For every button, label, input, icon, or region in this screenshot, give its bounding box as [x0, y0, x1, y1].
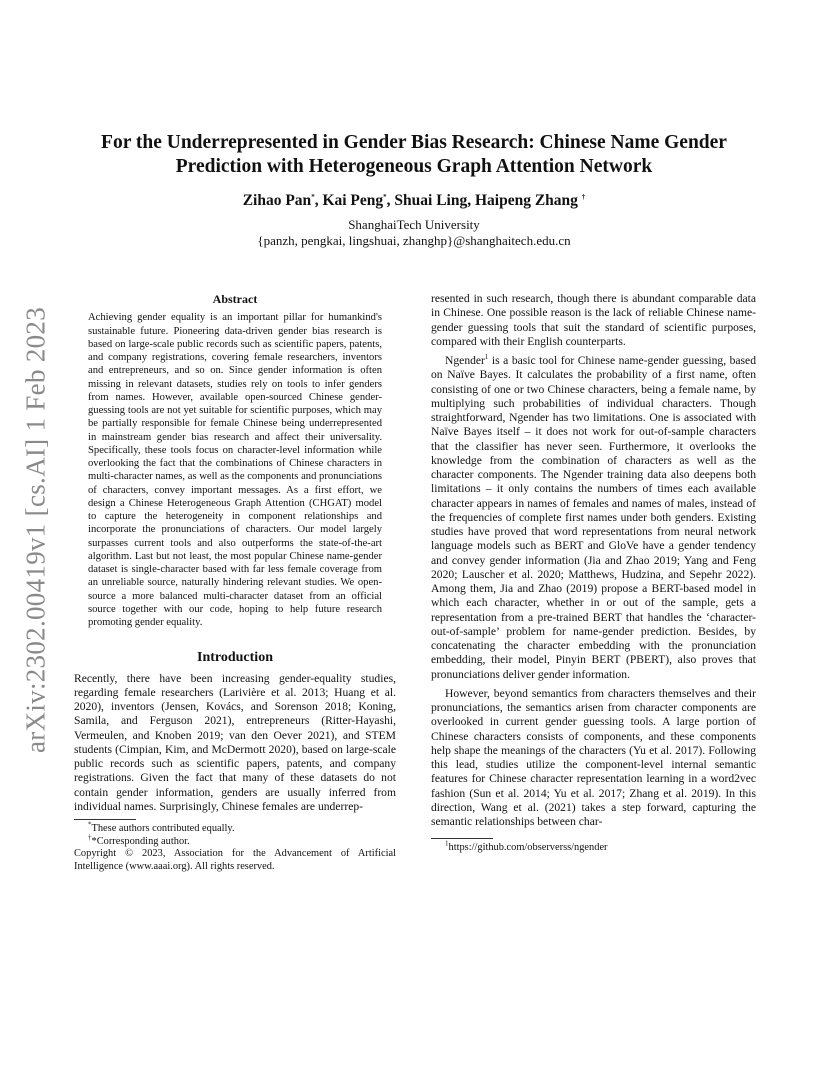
- left-column: [74, 292, 396, 873]
- footnote-text: These authors contributed equally.: [91, 823, 235, 834]
- paper-title: For the Underrepresented in Gender Bias Research: Chinese Name Gender Prediction with Heterogeneous Graph Attention Network: [101, 132, 727, 177]
- footnote-text: *Corresponding author.: [91, 835, 190, 847]
- body-paragraph: [431, 354, 756, 682]
- author-names-rest: , Shuai Ling, Haipeng Zhang: [386, 192, 582, 209]
- affiliation: [90, 217, 738, 249]
- institution: ShanghaiTech University: [348, 217, 480, 232]
- footnote-equal-contribution: [74, 820, 396, 836]
- author-list: [90, 192, 738, 210]
- author-name: Zihao Pan: [242, 192, 312, 209]
- footnote-ngender-url: [431, 839, 756, 855]
- corresponding-author-mark: †: [581, 192, 586, 201]
- author-name: Kai Peng: [322, 192, 384, 209]
- abstract-heading: Abstract: [212, 292, 258, 306]
- footnote-rule: [74, 819, 136, 820]
- introduction-heading: Introduction: [197, 650, 273, 666]
- footnote-link[interactable]: https://github.com/observerss/ngender: [448, 842, 608, 854]
- body-paragraph: However, beyond semantics from characters themselves and their pronunciations, the semantics arisen from character components are overlooked in current gender guessing tools. A large portion of Chinese characters consists of components, and these components help shape the meanings of the characters (Yu et al. 2017). Following this lead, studies utilize the component-level internal semantic features for Chinese character representation learning in a word2vec fashion (Sun et al. 2014; Yu et al. 2017; Zhang et al. 2019). In this direction, Wang et al. (2021) takes a step forward, capturing the semantic relationships between char-: [431, 686, 756, 828]
- body-paragraph: resented in such research, though there is abundant comparable data in Chinese. One possible reason is the lack of reliable Chinese name-gender guessing tools that suit the standard of scientific purposes, compared with their English counterparts.: [431, 292, 756, 348]
- copyright-notice: Copyright © 2023, Association for the Advancement of Artificial Intelligence (www.aaai.org). All rights reserved.: [74, 848, 396, 872]
- footnote-mark: *: [88, 820, 92, 829]
- arxiv-stamp-text: arXiv:2302.00419v1 [cs.AI] 1 Feb 2023: [20, 306, 51, 754]
- equal-contribution-mark: *: [311, 192, 315, 201]
- footnote-mark: †: [88, 833, 92, 842]
- equal-contribution-mark: *: [383, 192, 387, 201]
- paragraph-text: is a basic tool for Chinese name-gender guessing, based on Naïve Bayes. It calculates the probability of a first name, often consisting of one or two Chinese characters, being a female name, by multiplying such probabilities of individual characters. Though straightforward, Ngender has two limitations. One is associated with Naïve Bayes itself – it does not work for out-of-sample characters that the classifier has never seen. Furthermore, it overlooks the knowledge from the combination of characters as well as the character components. The Ngender training data also deepens both limitations – it only contains the numbers of times each available character appears in names of females and names of males, instead of the frequencies of complete first names under both genders. Existing studies have proved that word representations from neural network language models such as BERT and GloVe have a gender tendency and convey gender information (Jia and Zhao 2019; Yang and Feng 2020; Lauscher et al. 2020; Matthews, Hudzina, and Sepehr 2022). Among them, Jia and Zhao (2019) propose a BERT-based model in which each character, whether in or out of the sample, gets a representation from a pre-trained BERT that handles the ‘character-out-of-sample’ problem for name-gender prediction. Besides, by concatenating the character embedding with the pronunciation embedding, their model, Pinyin BERT (PBERT), also proves that pronunciations deliver gender information.: [431, 354, 756, 681]
- introduction-paragraph: Recently, there have been increasing gender-equality studies, regarding female researchers (Larivière et al. 2013; Huang et al. 2020), inventors (Jensen, Kovács, and Sorenson 2018; Koning, Samila, and Ferguson 2021), entrepreneurs (Ritter-Hayashi, Vermeulen, and Knoben 2019; van den Oever 2021), and STEM students (Cimpian, Kim, and McDermott 2020), based on large-scale public records such as scientific papers, patents, and company registrations. Given the fact that many of these datasets do not contain gender information, genders are usually inferred from individual names. Surprisingly, Chinese females are underrep-: [74, 671, 396, 813]
- author-separator: ,: [314, 192, 323, 209]
- arxiv-stamp: [22, 300, 50, 760]
- footnote-mark: 1: [445, 839, 449, 848]
- tool-name: Ngender: [445, 354, 485, 367]
- author-emails: {panzh, pengkai, lingshuai, zhanghp}@shanghaitech.edu.cn: [257, 233, 571, 248]
- right-column: [431, 292, 756, 855]
- footnote-corresponding-author: [74, 833, 396, 849]
- abstract-text: Achieving gender equality is an important pillar for humankind's sustainable future. Pioneering data-driven gender bias research is based on large-scale public records such as scientific papers, patents, and company registrations, covering female researchers, inventors and entrepreneurs, and so on. Since gender information is often missing in relevant datasets, studies rely on tools to infer genders from names. However, available open-sourced Chinese gender-guessing tools are not yet suitable for scientific purposes, which may be partially responsible for female Chinese being underrepresented in mainstream gender bias research and affect their universality. Specifically, these tools focus on character-level information while overlooking the fact that the combinations of Chinese characters in multi-character names, as well as the components and pronunciations of characters, convey important messages. As a first effort, we design a Chinese Heterogeneous Graph Attention (CHGAT) model to capture the heterogeneity in component relationships and incorporate the pronunciations of characters. Our model largely surpasses current tools and also outperforms the state-of-the-art algorithm. Last but not least, the most popular Chinese name-gender dataset is single-character based with far less female coverage from an unreliable source, naturally hindering relevant studies. We open-source a more balanced multi-character dataset from an official source together with our code, hoping to help future research promoting gender equality.: [88, 312, 382, 628]
- footnote-mark: 1: [484, 353, 489, 362]
- footnote-rule: [431, 838, 493, 839]
